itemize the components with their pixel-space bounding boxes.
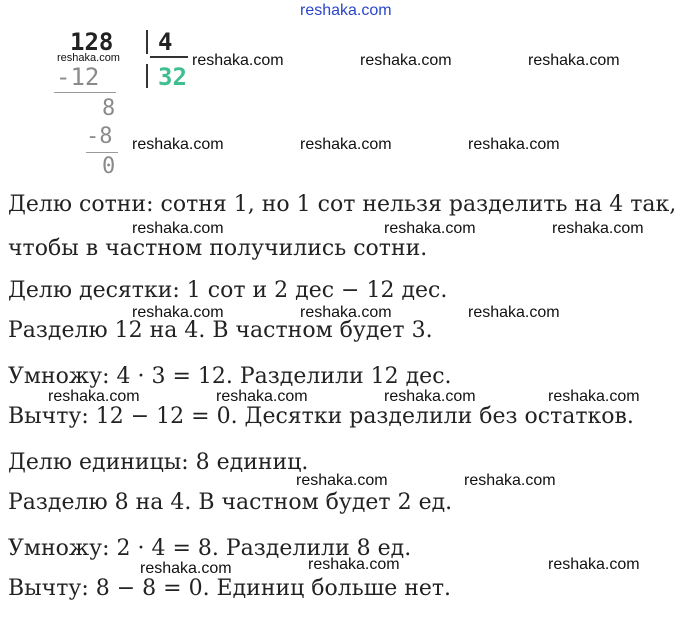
text-line-1: Делю сотни: сотня 1, но 1 сот нельзя разделить на 4 так,: [8, 192, 677, 217]
watermark: reshaka.com: [360, 52, 452, 69]
subtract-2-line: [86, 152, 118, 153]
watermark: reshaka.com: [132, 136, 224, 153]
text-line-4: Разделю 12 на 4. В частном будет 3.: [8, 318, 433, 343]
watermark: reshaka.com: [296, 472, 388, 489]
text-line-9: Умножу: 2 · 4 = 8. Разделили 8 ед.: [8, 536, 412, 561]
dividend: 128: [70, 28, 114, 56]
text-line-6: Вычту: 12 − 12 = 0. Десятки разделили без остатков.: [8, 404, 634, 429]
watermark: reshaka.com: [300, 136, 392, 153]
text-line-3: Делю десятки: 1 сот и 2 дес − 12 дес.: [8, 278, 448, 303]
text-line-8: Разделю 8 на 4. В частном будет 2 ед.: [8, 490, 453, 515]
division-bar-2: [146, 64, 148, 88]
divisor-underline: [150, 56, 188, 58]
watermark: reshaka.com: [300, 304, 392, 321]
watermark: reshaka.com: [552, 220, 644, 237]
subtract-1: -12: [56, 63, 100, 91]
watermark-small: reshaka.com: [57, 52, 120, 64]
watermark: reshaka.com: [468, 304, 560, 321]
subtract-1-line: [54, 92, 116, 93]
top-watermark: reshaka.com: [300, 2, 392, 19]
watermark: reshaka.com: [548, 388, 640, 405]
watermark: reshaka.com: [464, 472, 556, 489]
text-line-5: Умножу: 4 · 3 = 12. Разделили 12 дес.: [8, 364, 452, 389]
subtract-2: -8: [86, 124, 113, 149]
watermark: reshaka.com: [216, 388, 308, 405]
divisor: 4: [158, 28, 173, 56]
watermark: reshaka.com: [308, 556, 400, 573]
watermark: reshaka.com: [48, 388, 140, 405]
remainder-1: 8: [102, 96, 116, 121]
watermark: reshaka.com: [132, 304, 224, 321]
watermark: reshaka.com: [192, 52, 284, 69]
division-bar: [146, 30, 148, 54]
watermark: reshaka.com: [468, 136, 560, 153]
quotient: 32: [158, 63, 187, 91]
text-line-2: чтобы в частном получились сотни.: [8, 236, 428, 261]
watermark: reshaka.com: [384, 220, 476, 237]
text-line-7: Делю единицы: 8 единиц.: [8, 450, 309, 475]
watermark: reshaka.com: [140, 560, 232, 577]
text-line-10: Вычту: 8 − 8 = 0. Единиц больше нет.: [8, 576, 452, 601]
watermark: reshaka.com: [384, 388, 476, 405]
watermark: reshaka.com: [548, 556, 640, 573]
remainder-2: 0: [102, 154, 116, 179]
watermark: reshaka.com: [132, 220, 224, 237]
watermark: reshaka.com: [528, 52, 620, 69]
